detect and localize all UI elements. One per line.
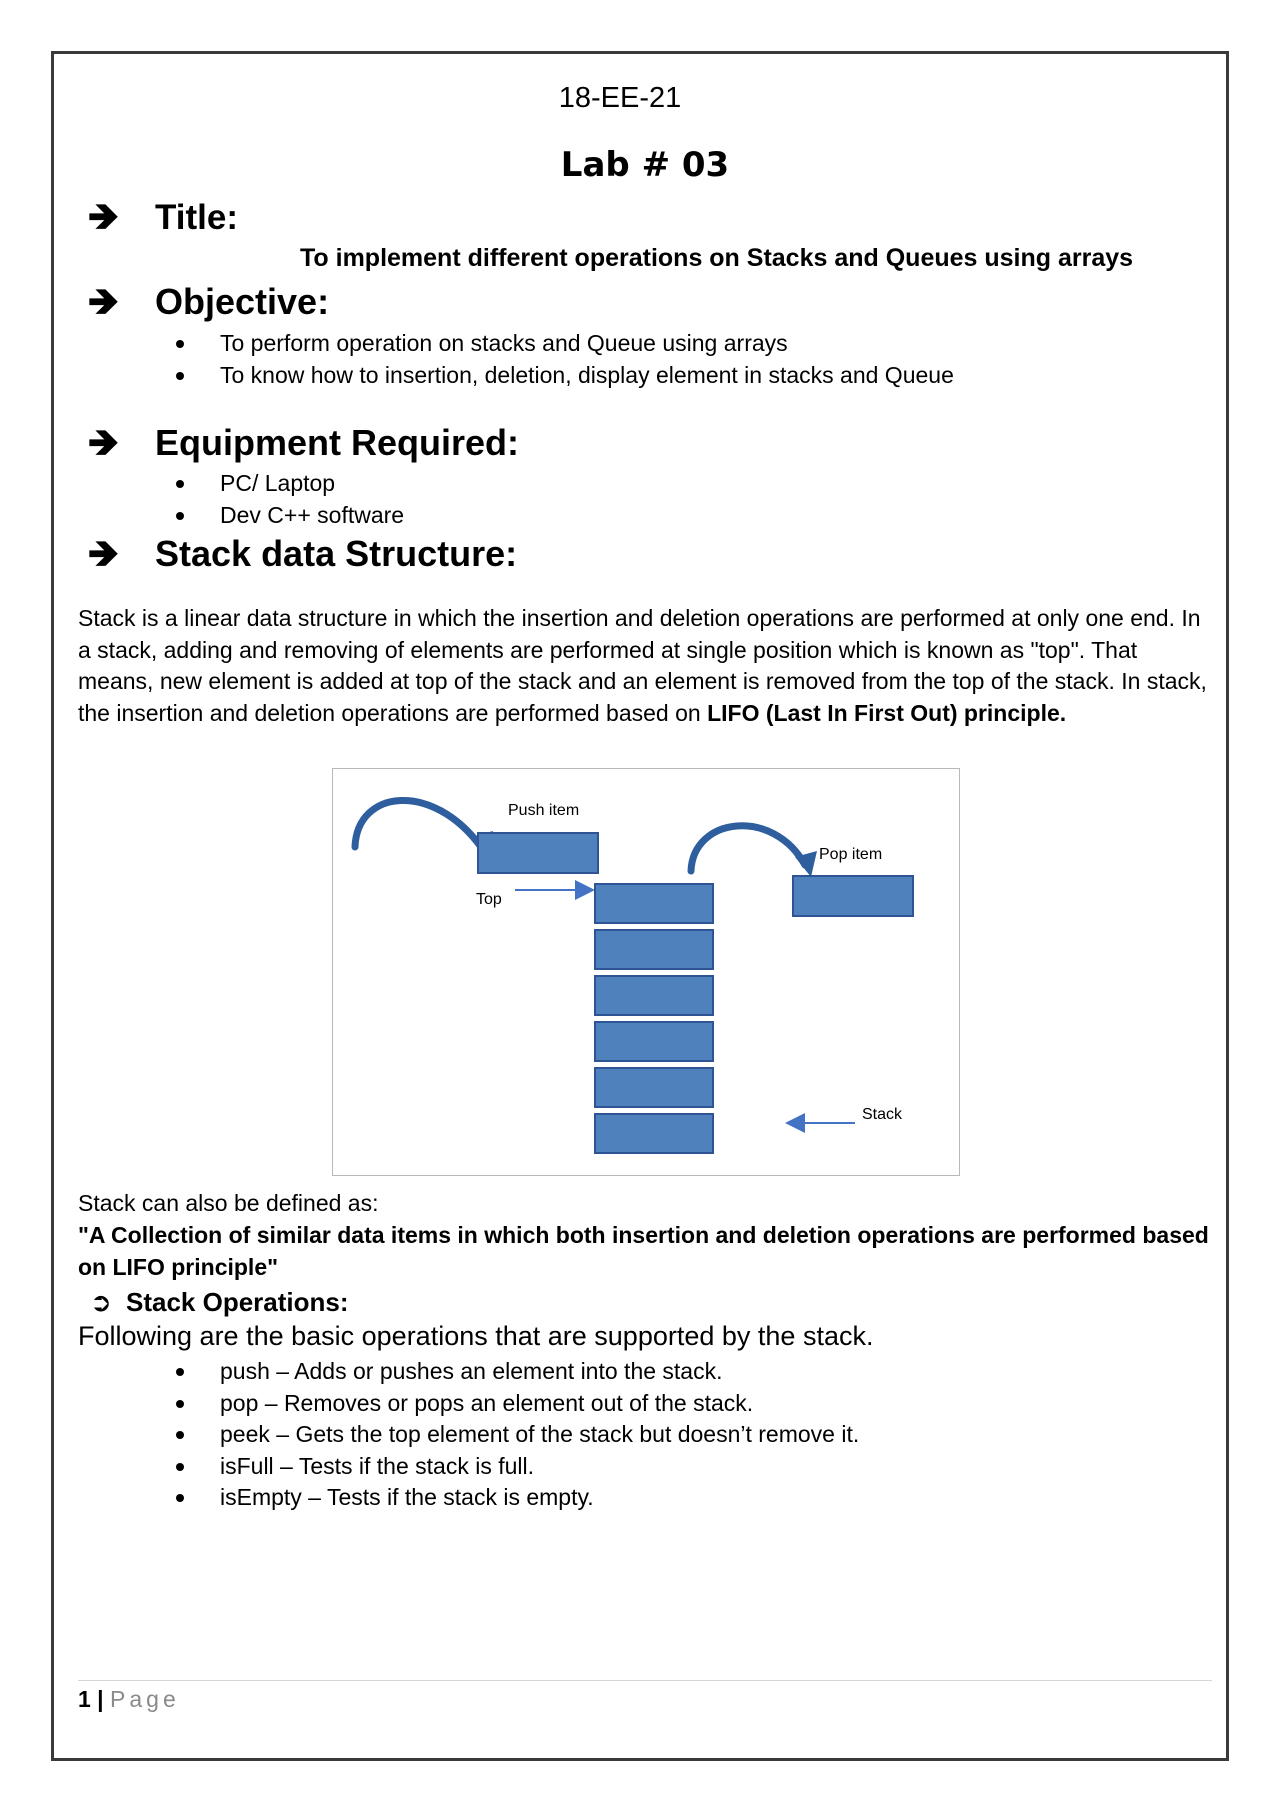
stack-element xyxy=(595,930,713,969)
pop-item-box xyxy=(793,876,913,916)
stack-paragraph-text: Stack is a linear data structure in which the insertion and deletion operations are performed at only one end. In a stack, adding and removing of elements are performed at single position which is known as "top". That means, new element is added at top of the stack and an element is removed from the top of the stack. In stack, the insertion and deletion operations are performed based on xyxy=(78,605,1207,726)
stack-element xyxy=(595,976,713,1015)
list-item: To know how to insertion, deletion, display element in stacks and Queue xyxy=(176,360,954,392)
title-arrow-icon: 🡺 xyxy=(88,196,119,238)
lab-title-text: To implement different operations on Stacks and Queues using arrays xyxy=(300,244,1134,272)
footer-divider xyxy=(78,1680,1212,1681)
stack-element xyxy=(595,1022,713,1061)
objective-arrow-icon: 🡺 xyxy=(88,281,119,323)
pop-item-label: Pop item xyxy=(819,846,883,863)
operations-list xyxy=(176,1356,859,1514)
stack-diagram xyxy=(332,768,960,1176)
page-number: 1 xyxy=(78,1686,91,1712)
push-item-label: Push item xyxy=(508,802,580,819)
equipment-heading: Equipment Required: xyxy=(155,422,520,463)
stack-paragraph xyxy=(78,603,1218,729)
page-word: Page xyxy=(110,1686,180,1712)
operations-intro: Following are the basic operations that are supported by the stack. xyxy=(78,1321,874,1351)
list-item: push – Adds or pushes an element into the stack. xyxy=(176,1356,859,1388)
objective-list xyxy=(176,328,954,391)
list-item: To perform operation on stacks and Queue using arrays xyxy=(176,328,954,360)
list-item: Dev C++ software xyxy=(176,500,404,532)
top-label: Top xyxy=(476,891,502,908)
equipment-arrow-icon: 🡺 xyxy=(88,422,119,464)
push-item-box xyxy=(478,833,598,873)
pop-arrow-icon xyxy=(691,826,805,871)
operations-heading: Stack Operations: xyxy=(126,1287,349,1317)
list-item: pop – Removes or pops an element out of the stack. xyxy=(176,1388,859,1420)
stack-arrow-icon: 🡺 xyxy=(88,533,119,575)
stack-definition-quote: "A Collection of similar data items in which both insertion and deletion operations are performed based on LIFO principle" xyxy=(78,1222,1209,1280)
list-item: isFull – Tests if the stack is full. xyxy=(176,1451,859,1483)
stack-definition-intro: Stack can also be defined as: xyxy=(78,1190,379,1216)
stack-heading: Stack data Structure: xyxy=(155,533,518,574)
objective-heading: Objective: xyxy=(155,281,330,322)
stack-label: Stack xyxy=(862,1106,903,1123)
stack-element xyxy=(595,1114,713,1153)
stack-element xyxy=(595,884,713,923)
title-heading: Title: xyxy=(155,198,238,237)
circled-arrow-icon: ➲ xyxy=(90,1287,112,1317)
push-arrow-icon xyxy=(355,800,481,847)
footer-separator: | xyxy=(90,1686,111,1712)
roll-number: 18-EE-21 xyxy=(558,82,682,114)
operations-heading-row xyxy=(90,1287,349,1318)
list-item: PC/ Laptop xyxy=(176,468,404,500)
list-item: peek – Gets the top element of the stack but doesn’t remove it. xyxy=(176,1419,859,1451)
stack-element xyxy=(595,1068,713,1107)
stack-paragraph-bold: LIFO (Last In First Out) principle. xyxy=(707,699,1067,726)
lab-number: Lab # 03 xyxy=(560,145,730,185)
stack-diagram-svg xyxy=(333,769,959,1175)
list-item: isEmpty – Tests if the stack is empty. xyxy=(176,1482,859,1514)
page-footer xyxy=(78,1686,180,1713)
equipment-list xyxy=(176,468,404,531)
